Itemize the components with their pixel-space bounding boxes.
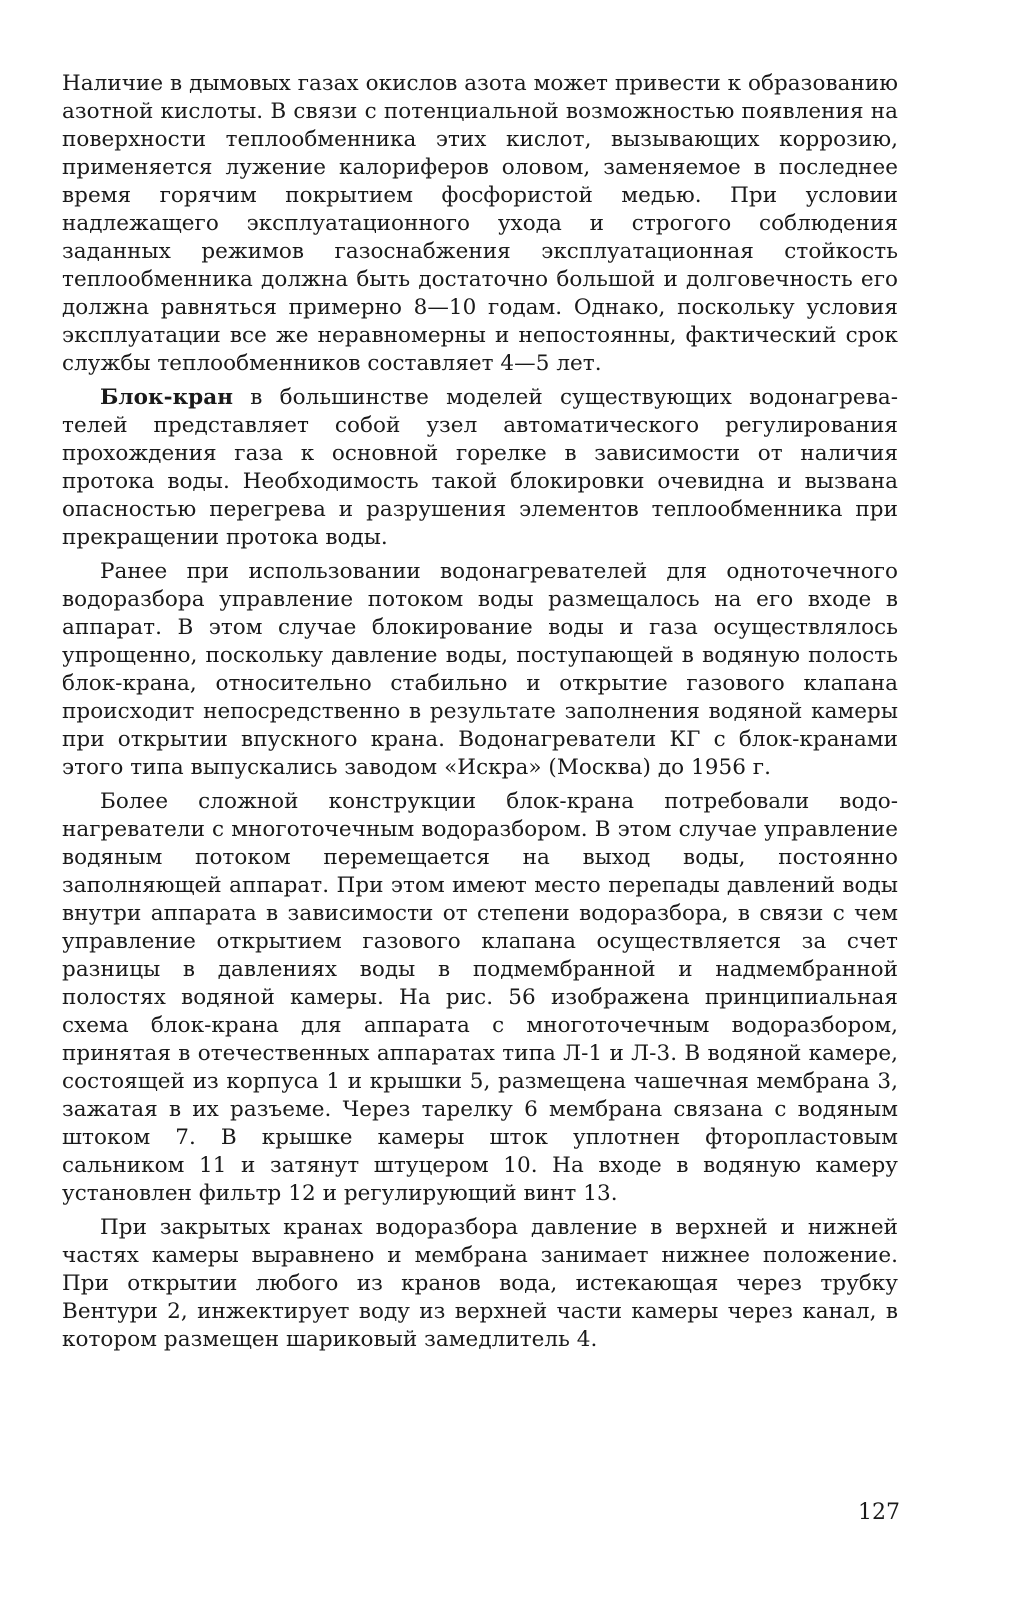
paragraph-2 (62, 384, 898, 552)
paragraph-3: Ранее при использовании водонагревателей для одноточечного водоразбора управление потоком воды размещалось на его входе в аппарат. В этом случае блокирование воды и газа осуществлялось упрощенно, поскольку давление воды, поступающей в водяную полость блок-крана, относительно стабильно и открытие газового клапана происходит непосредственно в результате заполнения водяной камеры при открытии впускного крана. Водонагреватели КГ с блок-кранами этого типа выпускались заводом «Искра» (Москва) до 1956 г. (62, 559, 898, 780)
term-block-kran: Блок-кран (100, 385, 233, 410)
paragraph-2-text: в большинстве моделей существующих водонагревателей представляет собой узел автоматического регулирования прохождения газа к основной горелке в зависимости от наличия протока воды. Необходимость такой блокировки очевидна и вызвана опасностью перегрева и разрушения элементов теплообменника при прекращении протока воды. (62, 385, 898, 550)
paragraph-1: Наличие в дымовых газах окислов азота может привести к образованию азотной кислоты. В связи с потенциальной возможностью появления на поверхности теплообменника этих кислот, вызывающих коррозию, применяется лужение калориферов оловом, заменяемое в последнее время горячим покрытием фосфористой медью. При условии надлежащего эксплуатационного ухода и строгого соблюдения заданных режимов газоснабжения эксплуатационная стойкость теплообменника должна быть достаточно большой и долговечность его должна равняться примерно 8—10 годам. Однако, поскольку условия эксплуатации все же неравномерны и непостоянны, фактический срок службы теплообменников составляет 4—5 лет. (62, 71, 898, 376)
paragraph-5: При закрытых кранах водоразбора давление в верхней и нижней частях камеры выравнено и мембрана занимает нижнее положение. При открытии любого из кранов вода, истекающая через трубку Вентури 2, инжектирует воду из верхней части камеры через канал, в котором размещен шариковый замедлитель 4. (62, 1215, 898, 1352)
page-number: 127 (858, 1500, 900, 1525)
page-body (62, 70, 898, 1354)
paragraph-4: Более сложной конструкции блок-крана потребовали водонагреватели с многоточечным водоразбором. В этом случае управление водяным потоком перемещается на выход воды, постоянно заполняющей аппарат. При этом имеют место перепады давлений воды внутри аппарата в зависимости от степени водоразбора, в связи с чем управление открытием газового клапана осуществляется за счет разницы в давлениях воды в подмембранной и надмембранной полостях водяной камеры. На рис. 56 изображена принципиальная схема блок-крана для аппарата с многоточечным водоразбором, принятая в отечественных аппаратах типа Л-1 и Л-3. В водяной камере, состоящей из корпуса 1 и крышки 5, размещена чашечная мембрана 3, зажатая в их разъеме. Через тарелку 6 мембрана связана с водяным штоком 7. В крышке камеры шток уплотнен фторопластовым сальником 11 и затянут штуцером 10. На входе в водяную камеру установлен фильтр 12 и регулирующий винт 13. (62, 789, 898, 1206)
